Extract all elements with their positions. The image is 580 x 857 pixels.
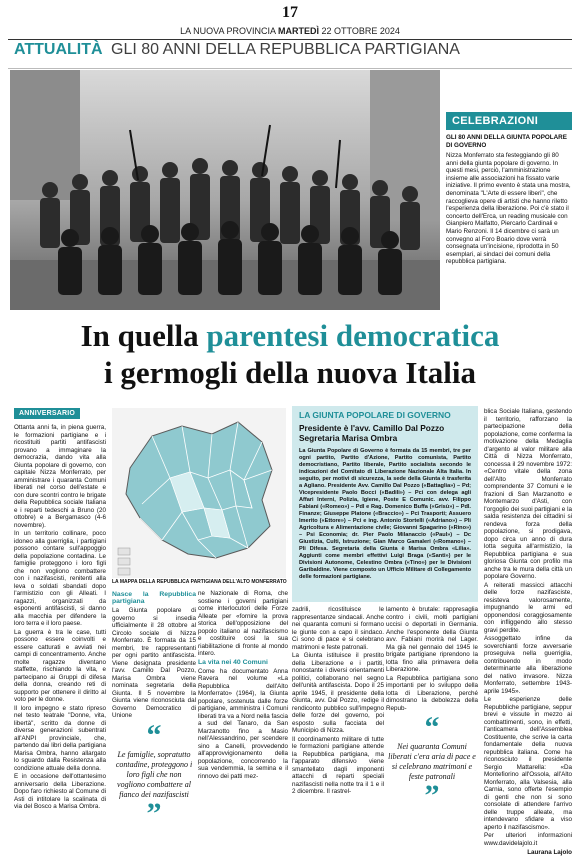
column-right: [484, 408, 572, 857]
paragraph: Il coordinamento militare di tutte le formazioni partigiane attende la Repubblica partigiana, ma l'apparato difensivo viene smantellato dagli imponenti attacchi di reparti speciali nazifascisti nella notte tra il 1 e il 2 dicembre. Il rastrel-: [292, 735, 384, 795]
paragraph: A reiterati massicci attacchi delle forze nazifasciste, resisteva valorosamente, impugnando le armi ed opponendosi coraggiosamente con infliggendo allo stesso gravi perdite.: [484, 581, 572, 634]
headline-accent: parentesi democratica: [206, 318, 500, 353]
sidebar-title: CELEBRAZIONI: [446, 112, 572, 130]
top-rule: [8, 39, 572, 40]
headline-line-1: [0, 318, 580, 354]
paragraph: Ottanta anni fa, in piena guerra, le formazioni partigiane e i ricostituiti partiti antifascisti provano a immaginare la democrazia, dando vita alla Giunta popolare di governo, con capitale Nizza Monferrato, per amministrare i quaranta Comuni liberati nel corso dell'estate e con dure scontri contro le brigate della Repubblica sociale Italiana e i reparti tedeschi a Bruno (20 ottobre) e a Bergamasco (4-6 novembre).: [14, 424, 106, 529]
section-header: [14, 41, 460, 67]
author-signature: Laurana Lajolo: [527, 849, 572, 856]
date-day: MARTEDÌ: [278, 26, 319, 36]
pull-quote-1: [112, 718, 196, 830]
republic-map: [112, 408, 286, 578]
subtitle-president: Presidente è l'avv. Camillo Dal Pozzo: [299, 423, 445, 433]
sidebar-body: Nizza Monferrato sta festeggiando gli 80 anni della giunta popolare di governo. In questi mesi, perciò, l'amministrazione insieme alle associazioni ha fissato varie iniziative. Il primo evento è stata una mostra, denominata "L'Arte di essere liberi", che raccoglieva opere di artisti che hanno riletto l'esperienza della liberazione. Poi c'è stato il concerto dell'Erca, un reading musicale con Gianpiero Malfatto, Piercarlo Cardinali e Mario Renzoni. Il 14 dicembre ci sarà un convegno al Foro Boario dove verrà consegnata un'incisione, riprodotta in 50 esemplari, ai sindaci dei comuni della repubblica partigiana.: [446, 152, 571, 266]
paragraph: Assoggettato infine da soverchianti forze avversarie proseguiva nella guerriglia, contribuendo in modo determinante alla liberazione del nativo invasore. Nizza Monferrato, settembre 1943-aprile 1945».: [484, 635, 572, 695]
paragraph: Il loro impegno e stato ripreso nel testo teatrale "Donne, vita, libertà", scritto da donne di diverse generazioni subentrati all'ANPI provinciale, che, partendo dai libri della partigiana Marisa Ombra, hanno allargato lo sguardo dalla Resistenza alla condizione attuale della donna.: [14, 704, 106, 772]
paragraph: lamento è brutale: rappresaglia contro i civili, molti partigiani uccisi o deportati in Germania. Anche l'esponente della Giunta avv. Fabiani morirà nel Lager. Ma già nel gennaio del 1945 le brigate partigiane riprendono la lotta fino alla primavera della Liberazione.: [386, 606, 478, 673]
celebrazioni-sidebar: [446, 112, 572, 266]
close-quote-icon: ”: [424, 779, 440, 812]
section-rule: [8, 68, 572, 69]
giunta-box: [292, 406, 478, 602]
section-kicker: ATTUALITÀ: [14, 41, 103, 58]
historical-group-photo: [10, 70, 440, 310]
paragraph: blica Sociale Italiana, gestendo il territorio, rafforzano la partecipazione della popolazione, come conferma la motivazione della Medaglia d'argento al valor militare alla Città di Nizza Monferrato, concessa il 29 novembre 1972: «Centro vitale della zona dell'Alto Monferrato comprendente 37 Comuni e le frazioni di San Marzanotto e Montemarzo d'Asti, con l'orgoglio dei suoi partigiani e la salda resistenza dei cittadini si rendeva forza della popolazione, si prodigava, dopo circa un anno di dura lotta seguita all'armistizio, la Repubblica partigiana e sua gloriosa Giunta con profilo ma anche tra le mura della città un popolare Governo.: [484, 408, 572, 580]
section-subtitle: GLI 80 ANNI DELLA REPUBBLICA PARTIGIANA: [111, 41, 460, 58]
page-number: 17: [282, 4, 298, 21]
open-quote-icon: “: [424, 711, 440, 744]
paragraph: ne Nazionale di Roma, che sostiene i governi partigiani come interlocutori delle Forze Alleate per «fornire la prova storica dell'opposizione del popolo italiano al nazifascismo e costituire così la sua riabilitazione di fronte al mondo intero.: [198, 590, 288, 657]
giunta-box-body: La Giunta Popolare di Governo è formata da 15 membri, tre per ogni partito, Partito d'Azione, Partito comunista, Partito democristiano, Partito liberale, Partito socialista secondo le indicazioni del Comitato di Liberazione Nazionale Alta Italia. In seguito, per motivi di sicurezza, la sede della Giunta è trasferita a Agliano. Presidente Avv. Camillo Dal Pozzo («Battaglia») – Pd; Vicepresidente Paolo Bocci («Badili») – Pci con delega agli Affari Interni, Polizia, Igiene, Poste E Comunic. avv. Filippo Fabiani («Romeo») – Pdl e Rag. Domenico Buffa («Grisù») – Pdl. Finanze; Giuseppe Platone («Braccio») – Pci Trasporti; Assuero Imerito («Ettore») – Pci e ing. Antonio Stortelli («Adriano») – Pli Agricoltura e Alimentazione civile; Giovanni Spagarino («Rino») – Psi Economia; dr. Pier Paolo Milanaccio («Paul») – Dc Giustizia, Culti, Istruzione; Gian Marco Gamaleri («Romano») – Pli Difesa. Segretaria della Giunta è Marisa Ombra «Lilia». Aggiunti come membri effettivi Luigi Braga («Santi») per le Divisioni Autonome, Celestino Ombra («Tino») per le Divisioni Garibaldine. Viene composto un Ufficio Militare di Collegamento delle formazioni partigiane.: [299, 448, 471, 580]
anniversario-tag: ANNIVERSARIO: [14, 408, 80, 419]
paragraph: La Giunta popolare di governo si insedia ufficialmente il 28 ottobre al Circolo sociale di Nizza Monferrato. È formata da 15 membri, tre rappresentanti per ogni partito antifascista. Viene designata presidente l'avv. Camillo Dal Pozzo, Marisa Ombra viene nominata segretaria della Giunta. Il 5 novembre la Giunta viene riconosciuta dal Governo Democratico di Unione: [112, 607, 196, 719]
subhead-nasce: Nasce la Repubblica partigiana: [112, 591, 196, 605]
paragraph: E in occasione dell'ottantesimo anniversario della Liberazione. Dopo faro richiesto al Comune di Asti di intitolare la scalinata di via del Bosco a Marisa Ombra.: [14, 773, 106, 810]
paragraph: La guerra è tra le case, tutti possono essere coinvolti e essere catturati e avviati nei campi di concentramento. Anche molte ragazze diventano staffette, rischiando la vita, e partecipano ai Gruppi di difesa della donna, creando reti di supporto per ottenere il diritto al voto per le donne.: [14, 628, 106, 703]
paragraph: In un territorio collinare, poco idoneo alla guerriglia, i partigiani possono contare sull'appoggio della popolazione contadina. Le famiglie proteggono i loro figli che non vogliono combattere con i nazifascisti, renitenti alla leva o soldati sbandati dopo l'armistizio con gli Alleati. I ragazzi, organizzati da esponenti antifascisti, si danno alla macchia per difendere la loro terra e il loro paese.: [14, 530, 106, 627]
column-e: [386, 606, 478, 812]
paragraph: Come ha documentato Anna Ravera nel volume «La Repubblica dell'Alto Monferrato» (1964), la Giunta popolare, sostenuta dalle forze partigiane, amministra i Comuni liberati tra va a Nord nella fascia a sud del Tanaro, da San Marzanotto fino a Masio nell'Alessandrino, per scendere sino a Canelli, provvedendo all'approvvigionamento della popolazione, concorrendo la sua vendemmia, la semina e il rinnovo dei patti mez-: [198, 667, 288, 780]
giunta-box-subtitle: [299, 423, 471, 443]
map-caption: LA MAPPA DELLA REPUBBLICA PARTIGIANA DELL'ALTO MONFERRATO: [112, 579, 287, 585]
column-d: [292, 606, 384, 797]
paragraph: Per ulteriori informazioni www.davidelajolo.it: [484, 832, 572, 847]
open-quote-icon: “: [146, 718, 162, 752]
paragraph: La Repubblica partigiana sono importanti per lo sviluppo della lotta di Liberazione, perché dimostrano la debolezza della Repub-: [386, 674, 478, 712]
close-quote-icon: ”: [146, 796, 162, 830]
paper-name: LA NUOVA PROVINCIA: [180, 26, 276, 36]
paragraph: Le esperienze delle Repubbliche partigiane, seppur brevi e vissute in mezzo ai combattimenti, sono, in effetti, l'anticamera dell'Assemblea Costituente, che scrive la carta fondamentale della nuova repubblica italiana. Come ha riconosciuto il presidente Sergio Mattarella: «Da Montefiorino all'Ossola, all'Alto Monferrato, alla Valsesia, alla Carnia, sono offerte l'esempio di genti che non si sono consolate di attendere l'arrivo delle truppe alleate, ma intendevano sfidare a viso aperto il nazifascismo».: [484, 696, 572, 831]
giunta-box-title: LA GIUNTA POPOLARE DI GOVERNO: [299, 410, 451, 420]
subtitle-secretary: Segretaria Marisa Ombra: [299, 433, 398, 443]
quote-text: Nei quaranta Comuni liberati c'era aria di pace e si celebrano matrimoni e feste patronali: [388, 742, 476, 781]
headline-line-2: i germogli della nuova Italia: [104, 355, 476, 390]
column-vita: [198, 590, 288, 781]
paragraph: zadrili, ricostituisce le rappresentanze sindacali. Anche nei quaranta comuni si formano le giunte con a capo il sindaco. Ci sono di pace e si celebrano matrimoni e feste patronali.: [292, 606, 384, 651]
pull-quote-2: [386, 711, 478, 812]
column-nasce: [112, 590, 196, 830]
subhead-vita: La vita nei 40 Comuni: [198, 658, 268, 666]
sidebar-subtitle: GLI 80 ANNI DELLA GIUNTA POPOLARE DI GOVERNO: [446, 134, 567, 149]
headline-pre: In quella: [80, 318, 207, 353]
quote-text: Le famiglie, sopratutto contadine, proteggono i loro figli che non vogliono combattere al fianco dei nazifascisti: [115, 749, 193, 799]
date: 22 OTTOBRE 2024: [321, 26, 400, 36]
column-anniversario: [14, 408, 106, 812]
masthead: [0, 0, 580, 40]
publication-line: [0, 26, 580, 36]
paragraph: La Giunta istituisce il prestito della Liberazione e i partiti, nonostante i diversi orientamenti politici, collaborano nel segno dell'unità antifascista. Dopo il 25 aprile 1945, il presidente della Giunta, avv. Dal Pozzo, redige il rendiconto pubblico sull'impegno delle forze del governo, poi esposto sulla facciata del Municipio di Nizza.: [292, 652, 384, 734]
